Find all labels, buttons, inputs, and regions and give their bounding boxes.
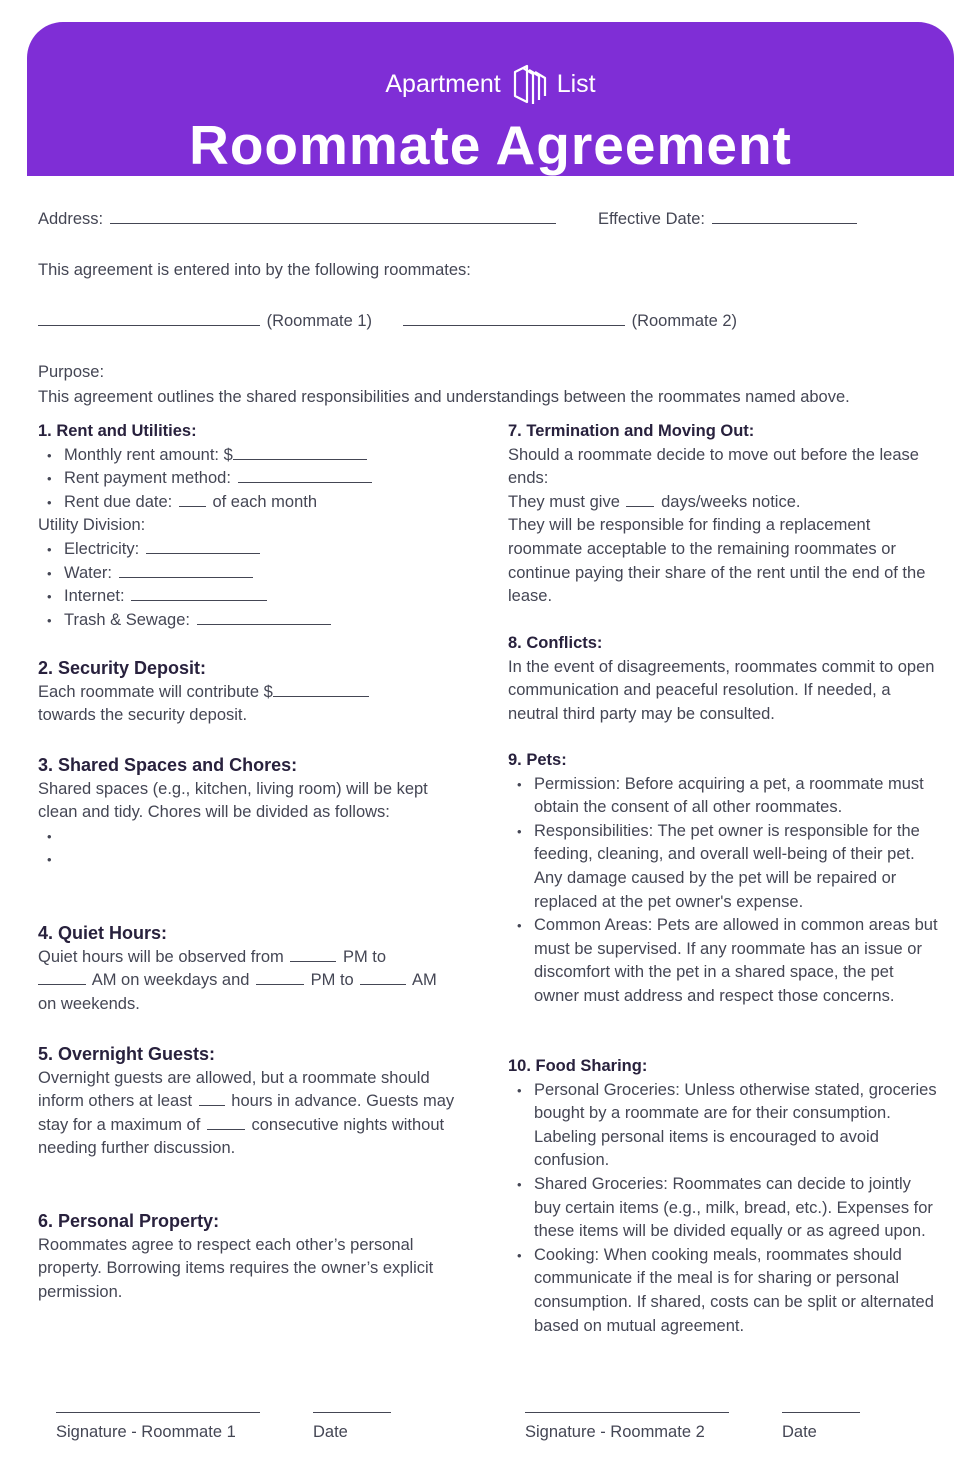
termination-notice bbox=[508, 491, 928, 515]
deposit-text-a: Each roommate will contribute $ bbox=[38, 682, 273, 701]
water-label: Water: bbox=[64, 563, 112, 582]
intro-text: This agreement is entered into by the following roommates: bbox=[38, 261, 471, 279]
section-heading: 3. Shared Spaces and Chores: bbox=[38, 755, 298, 775]
rent-list bbox=[38, 444, 478, 515]
section-rent bbox=[38, 420, 478, 632]
water-field[interactable] bbox=[119, 563, 253, 578]
section-chores bbox=[38, 754, 443, 872]
list-item: • Cooking: When cooking meals, roommates should communicate if the meal is for sharing or personal consumption. If shared, costs can be split or alternated based on mutual agreement. bbox=[508, 1244, 940, 1338]
roommate2-row bbox=[403, 310, 737, 334]
effective-date-label: Effective Date: bbox=[598, 210, 706, 228]
section-heading: 10. Food Sharing: bbox=[508, 1057, 648, 1075]
weekend-start-field[interactable] bbox=[256, 970, 304, 985]
deposit-amount-field[interactable] bbox=[273, 682, 369, 697]
list-item: • Responsibilities: The pet owner is responsible for the feeding, cleaning, and overall well-being of their pet. Any damage caused by the pet will be repaired or replaced at the pet owner's expense. bbox=[508, 820, 940, 914]
section-heading: 1. Rent and Utilities: bbox=[38, 422, 197, 440]
section-heading: 6. Personal Property: bbox=[38, 1211, 220, 1231]
roommate2-label: (Roommate 2) bbox=[631, 312, 738, 330]
list-item bbox=[38, 538, 478, 562]
notice-text-b: days/weeks notice. bbox=[661, 492, 801, 511]
purpose-label: Purpose: bbox=[38, 363, 105, 381]
rent-method-label: Rent payment method: bbox=[64, 469, 231, 488]
brand-left: Apartment bbox=[385, 70, 501, 98]
roommate2-field[interactable] bbox=[403, 311, 625, 326]
chores-text: Shared spaces (e.g., kitchen, living room) will be kept clean and tidy. Chores will be divided as follows: bbox=[38, 779, 428, 822]
termination-text-a: Should a roommate decide to move out before the lease ends: bbox=[508, 445, 919, 488]
guests-text-a: Overnight guests are allowed, but a roommate should inform others at least bbox=[38, 1068, 430, 1111]
section-heading: 4. Quiet Hours: bbox=[38, 923, 168, 943]
quiet-text-f: on weekends. bbox=[38, 994, 140, 1013]
roommate1-label: (Roommate 1) bbox=[266, 312, 373, 330]
list-item bbox=[38, 444, 478, 468]
rent-method-field[interactable] bbox=[238, 468, 372, 483]
pets-list bbox=[508, 773, 940, 1009]
quiet-end-field[interactable] bbox=[38, 970, 86, 985]
header-banner bbox=[27, 22, 954, 176]
quiet-start-field[interactable] bbox=[290, 947, 336, 962]
quiet-text-a: Quiet hours will be observed from bbox=[38, 947, 284, 966]
trash-label: Trash & Sewage: bbox=[64, 610, 190, 629]
quiet-hours-text bbox=[38, 946, 468, 1017]
section-pets bbox=[508, 749, 940, 1009]
section-heading: 8. Conflicts: bbox=[508, 634, 603, 652]
apartment-list-logo-icon bbox=[509, 62, 549, 106]
section-conflicts bbox=[508, 632, 938, 726]
deposit-text bbox=[38, 681, 478, 728]
conflicts-text: In the event of disagreements, roommates commit to open communication and peaceful resolution. If needed, a neutral third party may be consulted. bbox=[508, 657, 935, 723]
list-item bbox=[38, 491, 478, 515]
internet-field[interactable] bbox=[131, 586, 267, 601]
list-item bbox=[38, 562, 478, 586]
roommate1-field[interactable] bbox=[38, 311, 260, 326]
brand-right: List bbox=[556, 70, 596, 98]
notice-period-field[interactable] bbox=[626, 492, 654, 507]
section-deposit bbox=[38, 657, 478, 728]
date-label: Date bbox=[782, 1423, 817, 1441]
rent-amount-label: Monthly rent amount: $ bbox=[64, 445, 233, 464]
utility-label: Utility Division: bbox=[38, 516, 146, 535]
section-heading: 7. Termination and Moving Out: bbox=[508, 422, 755, 440]
property-text: Roommates agree to respect each other’s personal property. Borrowing items requires the owner’s explicit permission. bbox=[38, 1235, 434, 1301]
section-heading: 9. Pets: bbox=[508, 751, 567, 769]
section-food bbox=[508, 1055, 940, 1338]
section-heading: 5. Overnight Guests: bbox=[38, 1044, 216, 1064]
rent-due-suffix: of each month bbox=[212, 492, 318, 511]
signature-label: Signature - Roommate 1 bbox=[56, 1423, 236, 1441]
address-field[interactable] bbox=[110, 209, 556, 224]
quiet-text-e: AM bbox=[412, 971, 437, 990]
chores-list bbox=[38, 825, 443, 872]
section-property bbox=[38, 1210, 458, 1304]
list-item[interactable] bbox=[38, 825, 443, 849]
max-nights-field[interactable] bbox=[207, 1115, 245, 1130]
electricity-field[interactable] bbox=[146, 539, 260, 554]
signature-label: Signature - Roommate 2 bbox=[525, 1423, 705, 1441]
list-item: • Personal Groceries: Unless otherwise stated, groceries bought by a roommate are for their consumption. Labeling personal items is encouraged to avoid confusion. bbox=[508, 1079, 940, 1173]
termination-text-d: They will be responsible for finding a replacement roommate acceptable to the remaining roommates or continue paying their share of the rent until the end of the lease. bbox=[508, 516, 926, 606]
effective-date-row bbox=[598, 208, 859, 232]
address-row bbox=[38, 208, 558, 232]
deposit-text-b: towards the security deposit. bbox=[38, 706, 248, 725]
page-title: Roommate Agreement bbox=[189, 114, 792, 176]
list-item bbox=[38, 609, 478, 633]
list-item bbox=[38, 467, 478, 491]
electricity-label: Electricity: bbox=[64, 539, 140, 558]
quiet-text-b: PM to bbox=[342, 947, 387, 966]
list-item[interactable] bbox=[38, 848, 443, 872]
signature-roommate1[interactable] bbox=[56, 1412, 260, 1442]
purpose-text: This agreement outlines the shared responsibilities and understandings between the roommates named above. bbox=[38, 388, 850, 406]
date-label: Date bbox=[313, 1423, 348, 1441]
internet-label: Internet: bbox=[64, 587, 125, 606]
rent-due-field[interactable] bbox=[179, 492, 206, 507]
address-label: Address: bbox=[38, 210, 104, 228]
brand-logo bbox=[27, 62, 954, 106]
section-guests bbox=[38, 1043, 458, 1161]
guests-text-b: hours in advance. Guests may stay for a maximum of bbox=[38, 1092, 455, 1134]
notice-hours-field[interactable] bbox=[199, 1091, 225, 1106]
signature-roommate2[interactable] bbox=[525, 1412, 729, 1442]
section-quiet-hours bbox=[38, 922, 468, 1016]
effective-date-field[interactable] bbox=[712, 209, 857, 224]
list-item: • Common Areas: Pets are allowed in common areas but must be supervised. If any roommate has an issue or discomfort with the pet in a shared space, the pet owner must address and respect those concerns. bbox=[508, 914, 940, 1008]
quiet-text-d: PM to bbox=[310, 971, 354, 990]
list-item: • Shared Groceries: Roommates can decide to jointly buy certain items (e.g., milk, bread, etc.). Expenses for these items will be divided equally or as agreed upon. bbox=[508, 1173, 940, 1244]
list-item bbox=[38, 585, 478, 609]
section-termination bbox=[508, 420, 928, 609]
roommate1-row bbox=[38, 310, 372, 334]
list-item: • Permission: Before acquiring a pet, a roommate must obtain the consent of all other roommates. bbox=[508, 773, 940, 820]
date-roommate2[interactable] bbox=[782, 1412, 860, 1442]
quiet-text-c: AM on weekdays and bbox=[91, 971, 250, 990]
date-roommate1[interactable] bbox=[313, 1412, 391, 1442]
rent-amount-field[interactable] bbox=[233, 445, 367, 460]
weekend-end-field[interactable] bbox=[360, 970, 406, 985]
rent-due-label: Rent due date: bbox=[64, 492, 173, 511]
trash-field[interactable] bbox=[197, 610, 331, 625]
guests-text bbox=[38, 1067, 458, 1161]
guests-text-c: consecutive nights without needing further discussion. bbox=[38, 1115, 445, 1158]
notice-text-a: They must give bbox=[508, 492, 620, 511]
utility-list bbox=[38, 538, 478, 632]
food-list bbox=[508, 1079, 940, 1339]
section-heading: 2. Security Deposit: bbox=[38, 658, 207, 678]
